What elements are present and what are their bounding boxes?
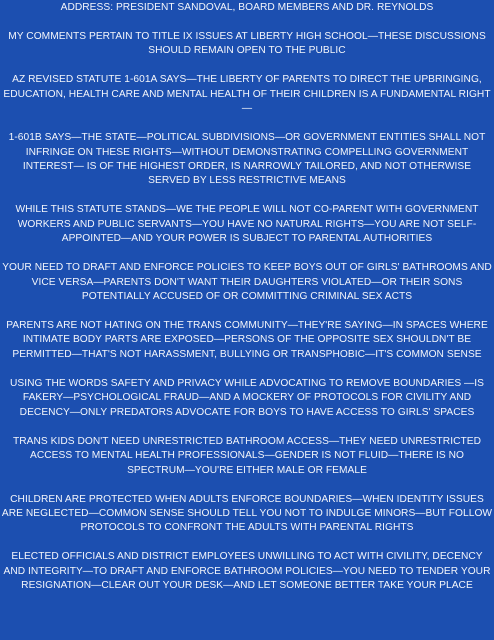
paragraph-trans-community: PARENTS ARE NOT HATING ON THE TRANS COMMUNITY—THEY'RE SAYING—IN SPACES WHERE INTIMATE BODY PARTS ARE EXPOSED—PERSONS OF THE OPPOSITE SEX SHOULDN'T BE PERMITTED—THAT'S NOT HARASSMENT, BULLYING OR TRANSPHOBIC—IT'S COMMON SENSE — [6, 320, 488, 360]
paragraph-bathroom-policies: YOUR NEED TO DRAFT AND ENFORCE POLICIES TO KEEP BOYS OUT OF GIRLS' BATHROOMS AND VICE VERSA—PARENTS DON'T WANT THEIR DAUGHTERS VIOLATED—OR THEIR SONS POTENTIALLY ACCUSED OF OR COMMITTING CRIMINAL SEX ACTS — [2, 262, 492, 303]
paragraph-title-ix: MY COMMENTS PERTAIN TO TITLE IX ISSUES AT LIBERTY HIGH SCHOOL—THESE DISCUSSIONS SHOULD REMAIN OPEN TO THE PUBLIC — [8, 31, 486, 57]
address-line: ADDRESS: PRESIDENT SANDOVAL, BOARD MEMBERS AND DR. REYNOLDS — [60, 2, 434, 13]
paragraph-statute-1-601a: AZ REVISED STATUTE 1-601A SAYS—THE LIBERTY OF PARENTS TO DIRECT THE UPBRINGING, EDUCATION, HEALTH CARE AND MENTAL HEALTH OF THEIR CHILDREN IS A FUNDAMENTAL RIGHT— — [3, 74, 491, 115]
paragraph-resignation: ELECTED OFFICIALS AND DISTRICT EMPLOYEES UNWILLING TO ACT WITH CIVILITY, DECENCY AND INTEGRITY—TO DRAFT AND ENFORCE BATHROOM POLICIES—YOU NEED TO TENDER YOUR RESIGNATION—CLEAR OUT YOUR DESK—AND LET SOMEONE BETTER TAKE YOUR PLACE — [3, 551, 491, 592]
paragraph-trans-kids: TRANS KIDS DON'T NEED UNRESTRICTED BATHROOM ACCESS—THEY NEED UNRESTRICTED ACCESS TO MENTAL HEALTH PROFESSIONALS—GENDER IS NOT FLUID—THERE IS NO SPECTRUM—YOU'RE EITHER MALE OR FEMALE — [12, 435, 482, 476]
paragraph-co-parent: WHILE THIS STATUTE STANDS—WE THE PEOPLE WILL NOT CO-PARENT WITH GOVERNMENT WORKERS AND PUBLIC SERVANTS—YOU HAVE NO NATURAL RIGHTS—YOU ARE NOT SELF-APPOINTED—AND YOUR POWER IS SUBJECT TO PARENTAL AUTHORITIES — [15, 204, 479, 245]
paragraph-safety-privacy: USING THE WORDS SAFETY AND PRIVACY WHILE ADVOCATING TO REMOVE BOUNDARIES —IS FAKERY—PSYCHOLOGICAL FRAUD—AND A MOCKERY OF PROTOCOLS FOR CIVILITY AND DECENCY—ONLY PREDATORS ADVOCATE FOR BOYS TO HAVE ACCESS TO GIRLS' SPACES — [9, 377, 485, 418]
paragraph-statute-1-601b: 1-601B SAYS—THE STATE—POLITICAL SUBDIVISIONS—OR GOVERNMENT ENTITIES SHALL NOT INFRINGE ON THESE RIGHTS—WITHOUT DEMONSTRATING COMPELLING GOVERNMENT INTEREST— IS OF THE HIGHEST ORDER, IS NARROWLY TAILORED, AND NOT OTHERWISE SERVED BY LESS RESTRICTIVE MEANS — [8, 132, 486, 187]
paragraph-boundaries: CHILDREN ARE PROTECTED WHEN ADULTS ENFORCE BOUNDARIES—WHEN IDENTITY ISSUES ARE NEGLECTED—COMMON SENSE SHOULD TELL YOU NOT TO INDULGE MINORS—BUT FOLLOW PROTOCOLS TO CONFRONT THE ADULTS WITH PARENTAL RIGHTS — [1, 493, 493, 534]
